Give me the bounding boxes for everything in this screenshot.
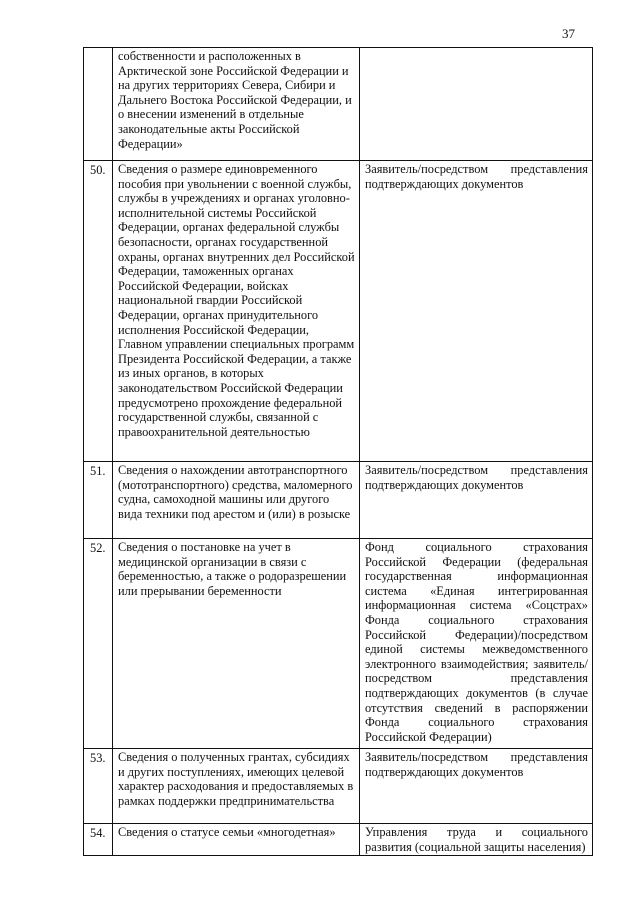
row-number: 50. xyxy=(84,161,113,462)
info-source: Заявитель/посредством представления подтверждающих документов xyxy=(360,462,593,539)
info-source: Фонд социального страхования Российской Федерации (федеральная государственная информационная система «Единая интегрированная информационная система «Соцстрах» Фонда социального страхования Российской Федерации)/посредством единой системы межведомственного электронного взаимодействия; заявитель/посредством представления подтверждающих документов (в случае отсутствия сведений в распоряжении Фонда социального страхования Российской Федерации) xyxy=(360,539,593,749)
info-source: Заявитель/посредством представления подтверждающих документов xyxy=(360,161,593,462)
info-name: Сведения о постановке на учет в медицинской организации в связи с беременностью, а также о родоразрешении или прерывании беременности xyxy=(113,539,360,749)
row-number xyxy=(84,48,113,161)
info-name: Сведения о нахождении автотранспортного (мототранспортного) средства, маломерного судна, самоходной машины или другого вида техники под арестом и (или) в розыске xyxy=(113,462,360,539)
table-row xyxy=(84,462,593,539)
table-row xyxy=(84,48,593,161)
info-name: Сведения о размере единовременного пособия при увольнении с военной службы, службы в учреждениях и органах уголовно-исполнительной системы Российской Федерации, органах федеральной службы безопасности, органах государственной охраны, органах внутренних дел Российской Федерации, таможенных органах Российской Федерации, войсках национальной гвардии Российской Федерации, органах принудительного исполнения Российской Федерации, Главном управлении специальных программ Президента Российской Федерации, а также из иных органов, в которых законодательством Российской Федерации предусмотрено прохождение федеральной государственной службы, связанной с правоохранительной деятельностью xyxy=(113,161,360,462)
table-row xyxy=(84,824,593,856)
table-row xyxy=(84,539,593,749)
info-source: Заявитель/посредством представления подтверждающих документов xyxy=(360,749,593,824)
table-row xyxy=(84,161,593,462)
documents-table xyxy=(83,47,593,856)
info-source xyxy=(360,48,593,161)
row-number: 54. xyxy=(84,824,113,856)
row-number: 51. xyxy=(84,462,113,539)
info-name: Сведения о статусе семьи «многодетная» xyxy=(113,824,360,856)
table-row xyxy=(84,749,593,824)
row-number: 52. xyxy=(84,539,113,749)
info-source: Управления труда и социального развития (социальной защиты населения) xyxy=(360,824,593,856)
info-name: собственности и расположенных в Арктической зоне Российской Федерации и на других территориях Севера, Сибири и Дальнего Востока Российской Федерации, и о внесении изменений в отдельные законодательные акты Российской Федерации» xyxy=(113,48,360,161)
row-number: 53. xyxy=(84,749,113,824)
page-number: 37 xyxy=(562,26,575,41)
info-name: Сведения о полученных грантах, субсидиях и других поступлениях, имеющих целевой характер расходования и предоставляемых в рамках поддержки предпринимательства xyxy=(113,749,360,824)
